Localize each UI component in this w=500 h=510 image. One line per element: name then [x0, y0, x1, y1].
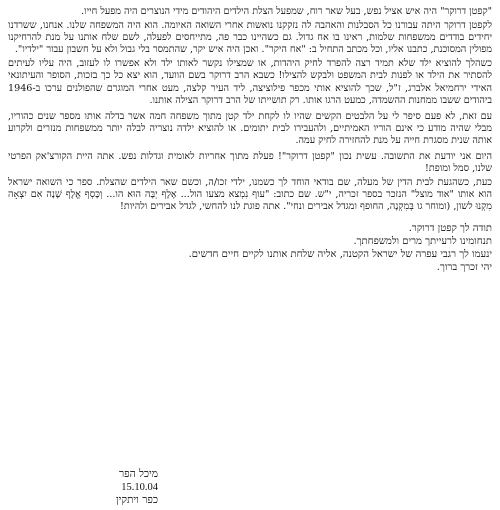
paragraph-6: כעת, כשהגעת לבית הדין של מעלה, שם בודאי הוחד לך כשמנו, ילדי זכו/ה, וכשם שאר הילדים שהצלת. ספר כי השואה ישראל הוא אותו "אוד מוצל" הנזכר בספר זכריה, י"ש. שם כתוב: "עוף נִמְצא מצעו הול... אֶלֶף יְבָּה הוּא הו... וְכָּסְף אֱלֶף שָׁנָה אִם יִצְאָה מִקְנוּ לשון, (ומוחר גו בְּמִקְנָה, החופף ומגדל אבירים ונחי". אתה פוגת לנו להחשי, לגדל אבירים ולהיות! — [8, 177, 492, 213]
letter-body — [8, 6, 492, 214]
paragraph-3: כשהלך להוציא ילד שלא תמיד רצה להפרד לחיק היהדות, או שמצילו נקשר לאותו ילד ולא אפשרו לו לעזוב, היה עליו לעיתים להסתיר את הילד או לפנות לבית המשפט ולבקש להצילו! כשבא הרב דרוקר בשם הוועד, הוא יצא כל כך בזכות, הסופר והעיתונאי האידי ירחמיאל אלברג, ז"ל, שכך להוציא אותי מכפר פילוציצה, ליד העיר קלצה, מעט אחרי המוגרם שהפולנים ערכו ב-1946 ביהודים ששבו ממחנות ההשמדה, כמעט הרגו אותו. רק תושייתו של הרב דרוקר הצילה אותנו. — [8, 58, 492, 106]
paragraph-5: היום אני יודעת את התשובה. עשית נכון "קפטן דרוקר"! פעלת מתוך אחריות לאומית וגדלות נפש. אתה היית הקורצ'אק הפרטי שלנו, סמל ומופת! — [8, 151, 492, 175]
closing-memory: יהי זכרך ברוך. — [436, 261, 492, 273]
closing-condolences: תנחומינו לרעייתך מרים ולמשפחתך. — [353, 235, 492, 247]
closing-thanks: תודה לך קפטן דרוקר. — [408, 222, 492, 234]
signature-place: כפר ויתקין — [115, 494, 158, 506]
paragraph-4: עם זאת, לא פעם סיפר לי על הלבטים הקשים שהיו לו לקחת ילד קטן מתוך משפחה חמה אשר בדלה אותו מספר שנים כהוריו, מבלי שהיה מודע כי אינם הוריו האמיתיים, ולהעבירו לבית יתומים. או להוציא ילדה נוצריה לבלה יותר ממשפחות מנזרים ולקרוע אותה שנית מסגרת חייה על מנת להחזירה לחיק עמה. — [8, 110, 492, 146]
paragraph-2: לקפטן דרוקר היתה עבורנו כל הסבלנות והאהבה לה נזקקנו נואשות אחרי השואה האיומה. הוא היה המשפחה שלנו. אנחנו, ששרדנו יחידים בודדים ממשפחות שלמות, ראינו בו אח גדול. גם כשהיינו כבר פה, מתייחסים לפעלה, לשם שלח אותנו על מנת להרחיקנו מפולין המסוכנת, כתבנו אליו, וכל מכתב התחיל ב: "אח היקר". ואכן היה איש יקר, שהתמסר בלי גבול ולא על חשבון עבור "ילדיו". — [8, 20, 492, 56]
paragraph-1: "קפטן דרוקר" היה איש אציל נפש, בעל שאר רוח, שמפעל הצלת הילדים היהודים מידי הנוצרים היה מפעל חייו. — [81, 6, 492, 17]
closing-blessing: ינעמו לך רגבי עפרה של ישראל הקטנה, אליה שלחת אותנו לקיים חיים חדשים. — [188, 248, 492, 260]
signature-date: 15.10.04 — [121, 482, 158, 493]
letter-closing — [8, 222, 492, 274]
signature-block — [68, 468, 158, 507]
signature-name: מיכל הפר — [118, 468, 158, 480]
